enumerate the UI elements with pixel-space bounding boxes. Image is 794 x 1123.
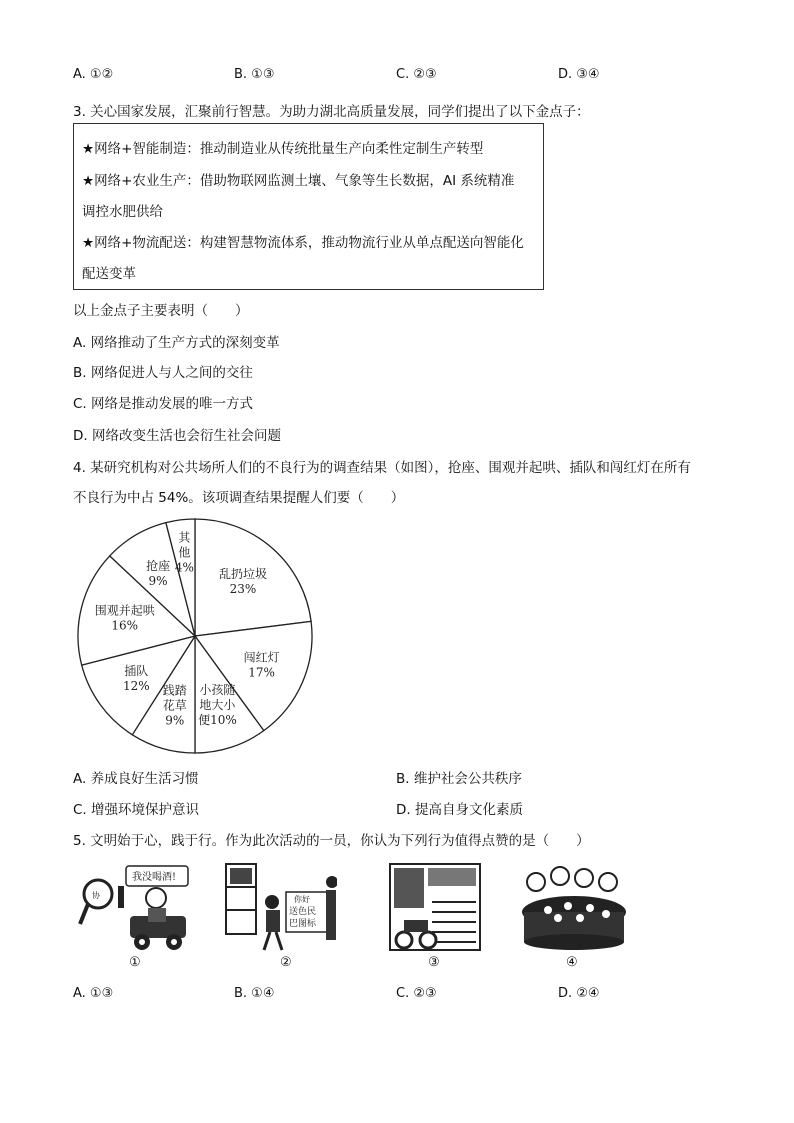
picture-3-label: ③ — [428, 955, 440, 970]
pie-label-7-1: 他 — [178, 545, 191, 560]
q4-option-d: D. 提高自身文化素质 — [396, 802, 523, 818]
q3-box-line-1: ★网络+智能制造：推动制造业从传统批量生产向柔性定制生产转型 — [82, 141, 484, 157]
pie-label-6-0: 抢座 — [146, 559, 171, 574]
q3-option-b: B. 网络促进人与人之间的交往 — [73, 365, 253, 381]
q4-option-b: B. 维护社会公共秩序 — [396, 771, 522, 787]
picture-4-label: ④ — [566, 955, 578, 970]
picture-3-stairwell-scooter — [388, 862, 503, 952]
q3-ask: 以上金点子主要表明（ ） — [73, 303, 249, 319]
q5-option-c: C. ②③ — [396, 986, 437, 1001]
q3-idea-box — [73, 123, 544, 290]
q3-box-line-4: ★网络+物流配送：构建智慧物流体系，推动物流行业从单点配送向智能化 — [82, 235, 524, 251]
q2-option-b: B. ①③ — [234, 67, 275, 82]
pie-chart — [75, 516, 315, 756]
pie-label-6-1: 9% — [148, 574, 168, 589]
pie-label-1-1: 17% — [248, 665, 275, 680]
q4-stem-line-2: 不良行为中占 54%。该项调查结果提醒人们要（ ） — [73, 490, 405, 506]
q5-option-d: D. ②④ — [558, 986, 600, 1001]
pie-label-4-1: 12% — [122, 679, 150, 694]
pie-label-2-2: 便10% — [198, 712, 237, 727]
picture-1-speech-text: 我没喝酒! — [132, 872, 177, 883]
q3-option-c: C. 网络是推动发展的唯一方式 — [73, 396, 254, 412]
q5-option-b: B. ①④ — [234, 986, 275, 1001]
picture-2-note-text: 你好 — [294, 895, 310, 904]
q3-box-line-2: ★网络+农业生产：借助物联网监测土壤、气象等生长数据，AI 系统精准 — [82, 173, 515, 189]
pie-label-5-1: 16% — [111, 618, 139, 633]
picture-1-sign-text: 协 — [92, 891, 100, 900]
pie-label-7-2: 4% — [174, 560, 194, 575]
pie-label-2-1: 地大小 — [199, 697, 236, 712]
q3-option-a: A. 网络推动了生产方式的深刻变革 — [73, 335, 280, 351]
pie-label-4-0: 插队 — [124, 664, 149, 679]
pie-label-3-0: 践踏 — [162, 683, 187, 698]
q2-option-a: A. ①② — [73, 67, 114, 82]
pie-label-0-1: 23% — [229, 582, 257, 597]
q4-option-a: A. 养成良好生活习惯 — [73, 771, 199, 787]
picture-4-dining-table — [518, 862, 633, 952]
q4-option-c: C. 增强环境保护意识 — [73, 802, 200, 818]
pie-label-1-0: 闯红灯 — [243, 650, 280, 665]
pie-label-3-1: 花草 — [162, 698, 187, 713]
q4-stem-line-1: 4. 某研究机构对公共场所人们的不良行为的调查结果（如图），抢座、围观并起哄、插队和闯红灯在所有 — [73, 460, 691, 476]
picture-2-return-item — [222, 862, 337, 952]
picture-1-label: ① — [129, 955, 141, 970]
pie-label-0-0: 乱扔垃圾 — [218, 567, 267, 582]
pie-label-7-0: 其 — [178, 530, 191, 545]
pie-label-3-2: 9% — [165, 713, 185, 728]
q5-option-a: A. ①③ — [73, 986, 114, 1001]
pie-label-5-0: 围观并起哄 — [94, 603, 155, 618]
picture-1-sobriety-check — [78, 862, 193, 952]
picture-2-sign-line-2: 巴图标 — [289, 919, 317, 929]
picture-2-sign-line-1: 送色民 — [289, 907, 317, 917]
q2-option-d: D. ③④ — [558, 67, 600, 82]
q3-box-line-3: 调控水肥供给 — [82, 204, 163, 220]
pie-label-2-0: 小孩随 — [199, 682, 236, 697]
q3-option-d: D. 网络改变生活也会衍生社会问题 — [73, 428, 281, 444]
q3-stem: 3. 关心国家发展，汇聚前行智慧。为助力湖北高质量发展，同学们提出了以下金点子： — [73, 104, 590, 120]
q3-box-line-5: 配送变革 — [82, 266, 136, 282]
q2-option-c: C. ②③ — [396, 67, 437, 82]
picture-2-label: ② — [280, 955, 292, 970]
q5-stem: 5. 文明始于心，践于行。作为此次活动的一员，你认为下列行为值得点赞的是（ ） — [73, 833, 590, 849]
